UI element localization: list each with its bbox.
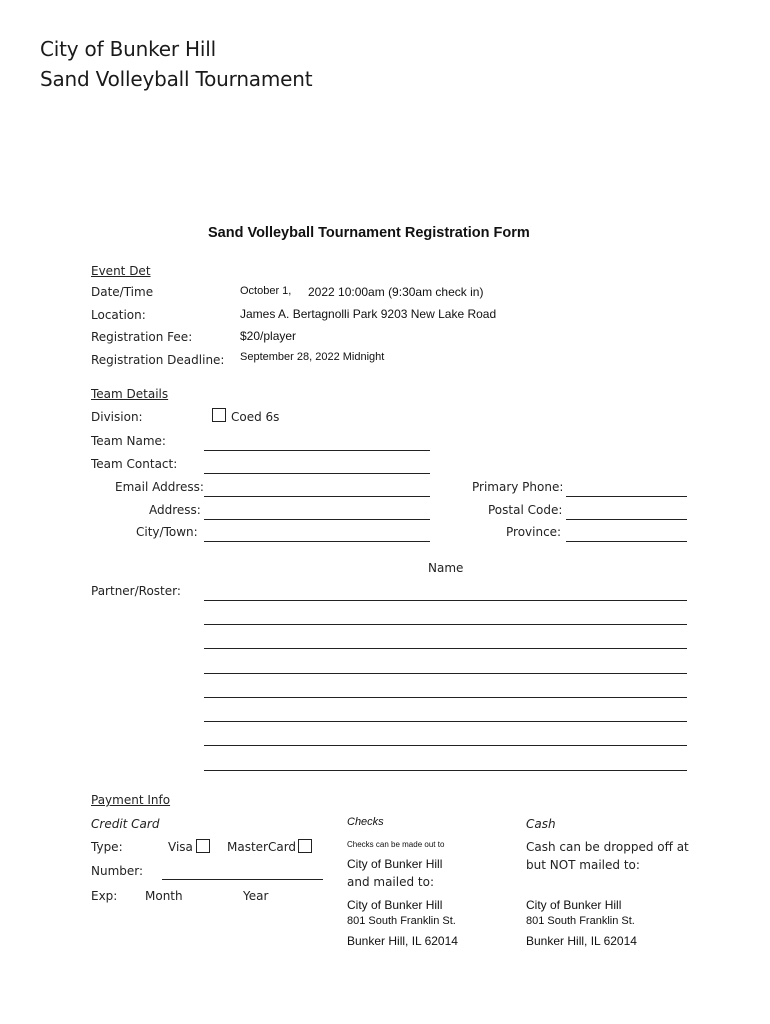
header-city-title: City of Bunker Hill bbox=[40, 37, 216, 61]
checks-heading: Checks bbox=[347, 816, 384, 828]
roster-line[interactable] bbox=[204, 745, 687, 746]
checks-payee: City of Bunker Hill bbox=[347, 857, 443, 871]
location-value: James A. Bertagnolli Park 9203 New Lake Road bbox=[240, 307, 497, 321]
cash-note-line1: Cash can be dropped off at bbox=[526, 840, 689, 854]
visa-checkbox[interactable] bbox=[196, 839, 210, 853]
header-tournament-title: Sand Volleyball Tournament bbox=[40, 67, 313, 91]
team-name-field[interactable] bbox=[204, 450, 430, 451]
roster-line[interactable] bbox=[204, 648, 687, 649]
registration-deadline-value: September 28, 2022 Midnight bbox=[240, 351, 385, 363]
checks-address-line1: City of Bunker Hill bbox=[347, 898, 443, 912]
city-town-field[interactable] bbox=[204, 541, 430, 542]
form-title: Sand Volleyball Tournament Registration Form bbox=[208, 225, 530, 241]
partner-roster-label: Partner/Roster: bbox=[91, 584, 181, 598]
address-label: Address: bbox=[149, 503, 201, 517]
division-label: Division: bbox=[91, 410, 143, 424]
card-number-field[interactable] bbox=[162, 879, 323, 880]
province-field[interactable] bbox=[566, 541, 687, 542]
event-details-heading: Event Det bbox=[91, 264, 151, 278]
visa-label: Visa bbox=[168, 840, 193, 854]
registration-fee-label: Registration Fee: bbox=[91, 330, 193, 344]
location-label: Location: bbox=[91, 308, 146, 322]
team-contact-field[interactable] bbox=[204, 473, 430, 474]
cash-address-line1: City of Bunker Hill bbox=[526, 898, 622, 912]
checks-mailed-to: and mailed to: bbox=[347, 875, 435, 889]
date-value-part1: October 1, bbox=[240, 285, 292, 297]
team-contact-label: Team Contact: bbox=[91, 457, 178, 471]
checks-address-line2: 801 South Franklin St. bbox=[347, 915, 456, 927]
roster-line[interactable] bbox=[204, 770, 687, 771]
cash-heading: Cash bbox=[526, 817, 556, 831]
credit-card-heading: Credit Card bbox=[91, 817, 160, 831]
date-value-part2: 2022 10:00am (9:30am check in) bbox=[308, 285, 484, 299]
roster-line[interactable] bbox=[204, 697, 687, 698]
checks-note: Checks can be made out to bbox=[347, 840, 445, 849]
postal-code-label: Postal Code: bbox=[488, 503, 563, 517]
card-type-label: Type: bbox=[91, 840, 123, 854]
checks-address-line3: Bunker Hill, IL 62014 bbox=[347, 934, 458, 948]
address-field[interactable] bbox=[204, 519, 430, 520]
expiry-label: Exp: bbox=[91, 889, 118, 903]
roster-line[interactable] bbox=[204, 721, 687, 722]
mastercard-label: MasterCard bbox=[227, 840, 297, 854]
team-name-label: Team Name: bbox=[91, 434, 166, 448]
cash-address-line3: Bunker Hill, IL 62014 bbox=[526, 934, 637, 948]
city-town-label: City/Town: bbox=[136, 525, 198, 539]
registration-fee-value: $20/player bbox=[240, 329, 297, 343]
card-number-label: Number: bbox=[91, 864, 144, 878]
postal-code-field[interactable] bbox=[566, 519, 687, 520]
primary-phone-field[interactable] bbox=[566, 496, 687, 497]
roster-line[interactable] bbox=[204, 673, 687, 674]
mastercard-checkbox[interactable] bbox=[298, 839, 312, 853]
email-address-label: Email Address: bbox=[115, 480, 204, 494]
payment-info-heading: Payment Info bbox=[91, 793, 171, 807]
roster-line[interactable] bbox=[204, 600, 687, 601]
roster-name-header: Name bbox=[428, 561, 464, 575]
primary-phone-label: Primary Phone: bbox=[472, 480, 564, 494]
province-label: Province: bbox=[506, 525, 562, 539]
coed-6s-checkbox[interactable] bbox=[212, 408, 226, 422]
team-details-heading: Team Details bbox=[91, 387, 169, 401]
date-time-label: Date/Time bbox=[91, 285, 154, 299]
cash-address-line2: 801 South Franklin St. bbox=[526, 915, 635, 927]
roster-line[interactable] bbox=[204, 624, 687, 625]
cash-note-line2: but NOT mailed to: bbox=[526, 858, 640, 872]
expiry-month-label: Month bbox=[145, 889, 183, 903]
registration-deadline-label: Registration Deadline: bbox=[91, 353, 225, 367]
email-address-field[interactable] bbox=[204, 496, 430, 497]
expiry-year-label: Year bbox=[243, 889, 269, 903]
coed-6s-label: Coed 6s bbox=[231, 410, 280, 424]
